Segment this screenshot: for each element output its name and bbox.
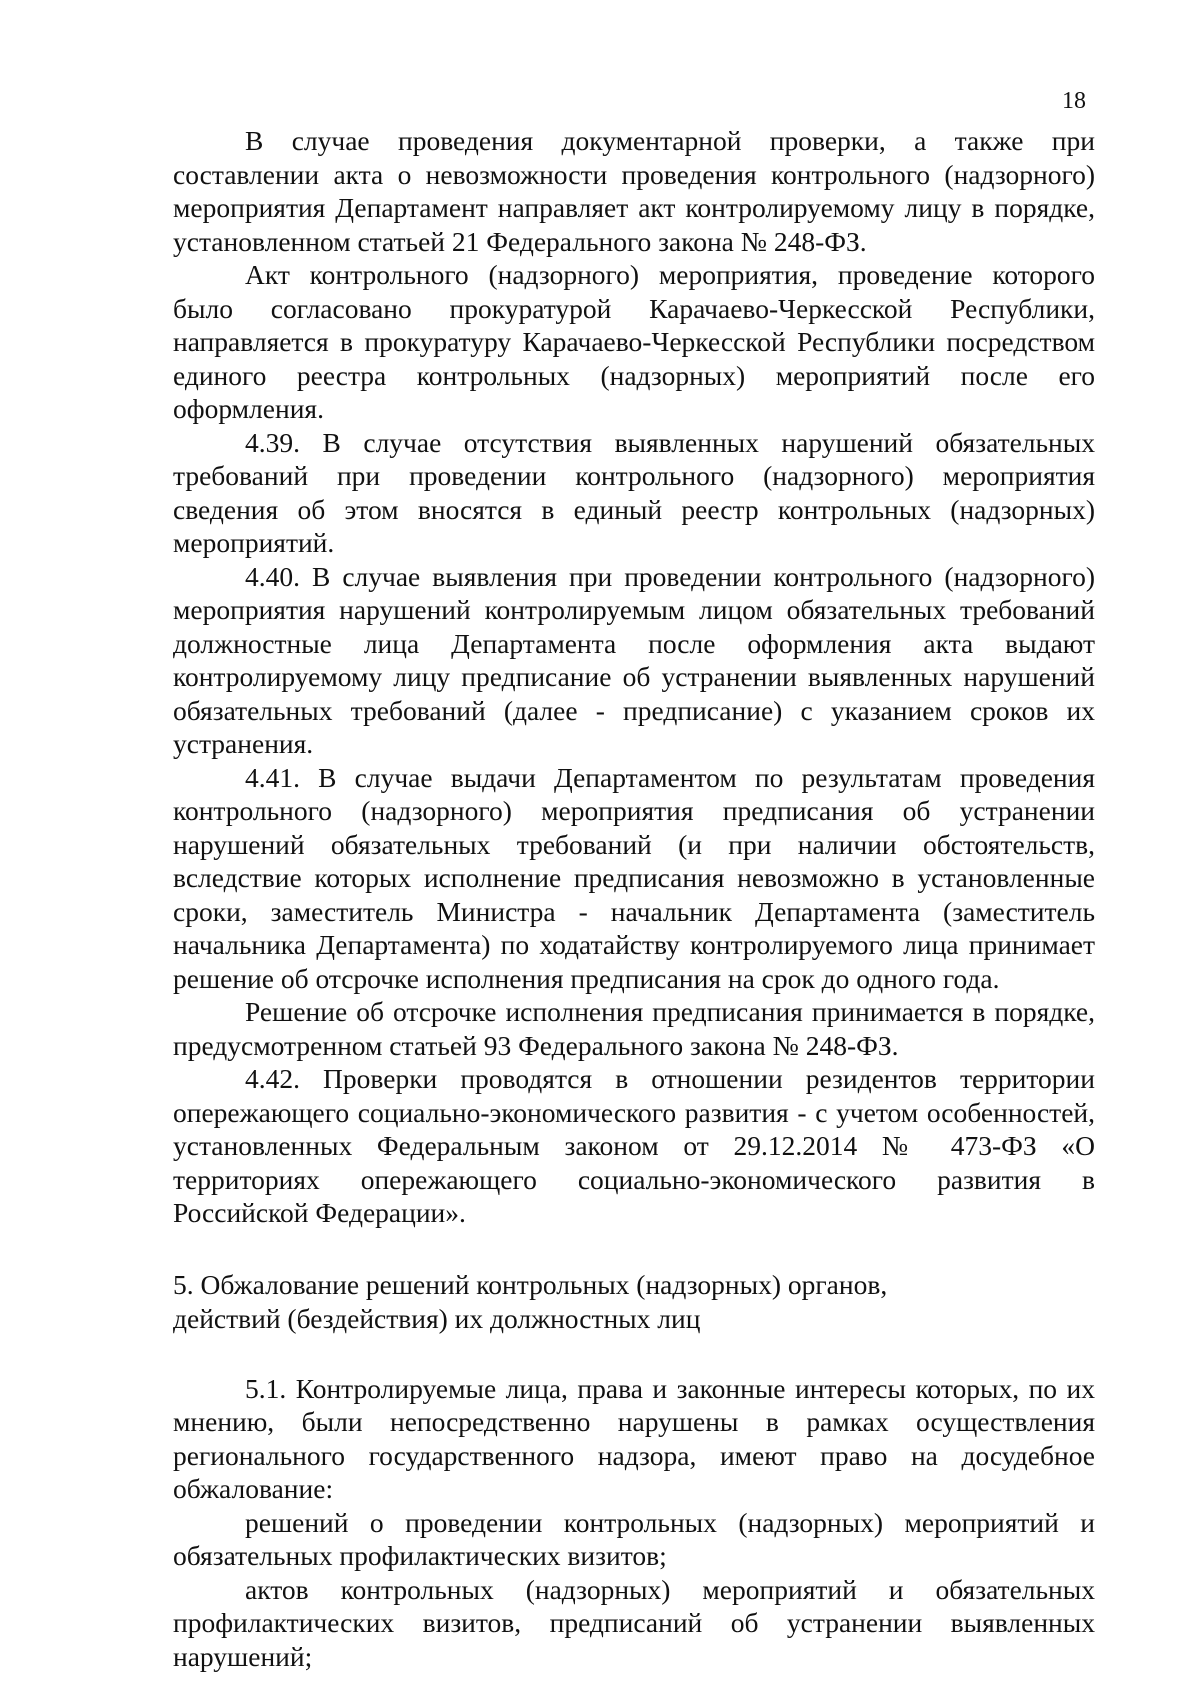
- section-heading-line: действий (бездействия) их должностных лиц: [173, 1302, 701, 1334]
- document-body: [173, 124, 1095, 1673]
- section-heading: [173, 1268, 1095, 1336]
- page-number: 18: [1062, 88, 1086, 114]
- paragraph: 4.41. В случае выдачи Департаментом по результатам проведения контрольного (надзорного) мероприятия предписания об устранении нарушений обязательных требований (и при наличии обстоятельств, вследствие которых исполнение предписания невозможно в установленные сроки, заместитель Министра - начальник Департамента (заместитель начальника Департамента) по ходатайству контролируемого лица принимает решение об отсрочке исполнения предписания на срок до одного года.: [173, 761, 1095, 994]
- paragraph: решений о проведении контрольных (надзорных) мероприятий и обязательных профилактических визитов;: [173, 1506, 1095, 1571]
- paragraph: 4.42. Проверки проводятся в отношении резидентов территории опережающего социально-экономического развития - с учетом особенностей, установленных Федеральным законом от 29.12.2014 № 473-ФЗ «О территориях опережающего социально-экономического развития в Российской Федерации».: [173, 1063, 1095, 1228]
- paragraph: 4.40. В случае выявления при проведении контрольного (надзорного) мероприятия нарушений контролируемым лицом обязательных требований должностные лица Департамента после оформления акта выдают контролируемому лицу предписание об устранении выявленных нарушений обязательных требований (далее - предписание) с указанием сроков их устранения.: [173, 560, 1095, 759]
- section-heading-line: 5. Обжалование решений контрольных (надзорных) органов,: [173, 1268, 888, 1300]
- paragraph: В случае проведения документарной проверки, а также при составлении акта о невозможности проведения контрольного (надзорного) мероприятия Департамент направляет акт контролируемому лицу в порядке, установленном статьей 21 Федерального закона № 248-ФЗ.: [173, 125, 1095, 257]
- paragraph: 5.1. Контролируемые лица, права и законные интересы которых, по их мнению, были непосредственно нарушены в рамках осуществления регионального государственного надзора, имеют право на досудебное обжалование:: [173, 1372, 1095, 1504]
- paragraph: Акт контрольного (надзорного) мероприятия, проведение которого было согласовано прокуратурой Карачаево-Черкесской Республики, направляется в прокуратуру Карачаево-Черкесской Республики посредством единого реестра контрольных (надзорных) мероприятий после его оформления.: [173, 259, 1095, 424]
- paragraph: актов контрольных (надзорных) мероприятий и обязательных профилактических визитов, предписаний об устранении выявленных нарушений;: [173, 1573, 1095, 1672]
- paragraph: 4.39. В случае отсутствия выявленных нарушений обязательных требований при проведении контрольного (надзорного) мероприятия сведения об этом вносятся в единый реестр контрольных (надзорных) мероприятий.: [173, 426, 1095, 558]
- paragraph: Решение об отсрочке исполнения предписания принимается в порядке, предусмотренном статьей 93 Федерального закона № 248-ФЗ.: [173, 996, 1095, 1061]
